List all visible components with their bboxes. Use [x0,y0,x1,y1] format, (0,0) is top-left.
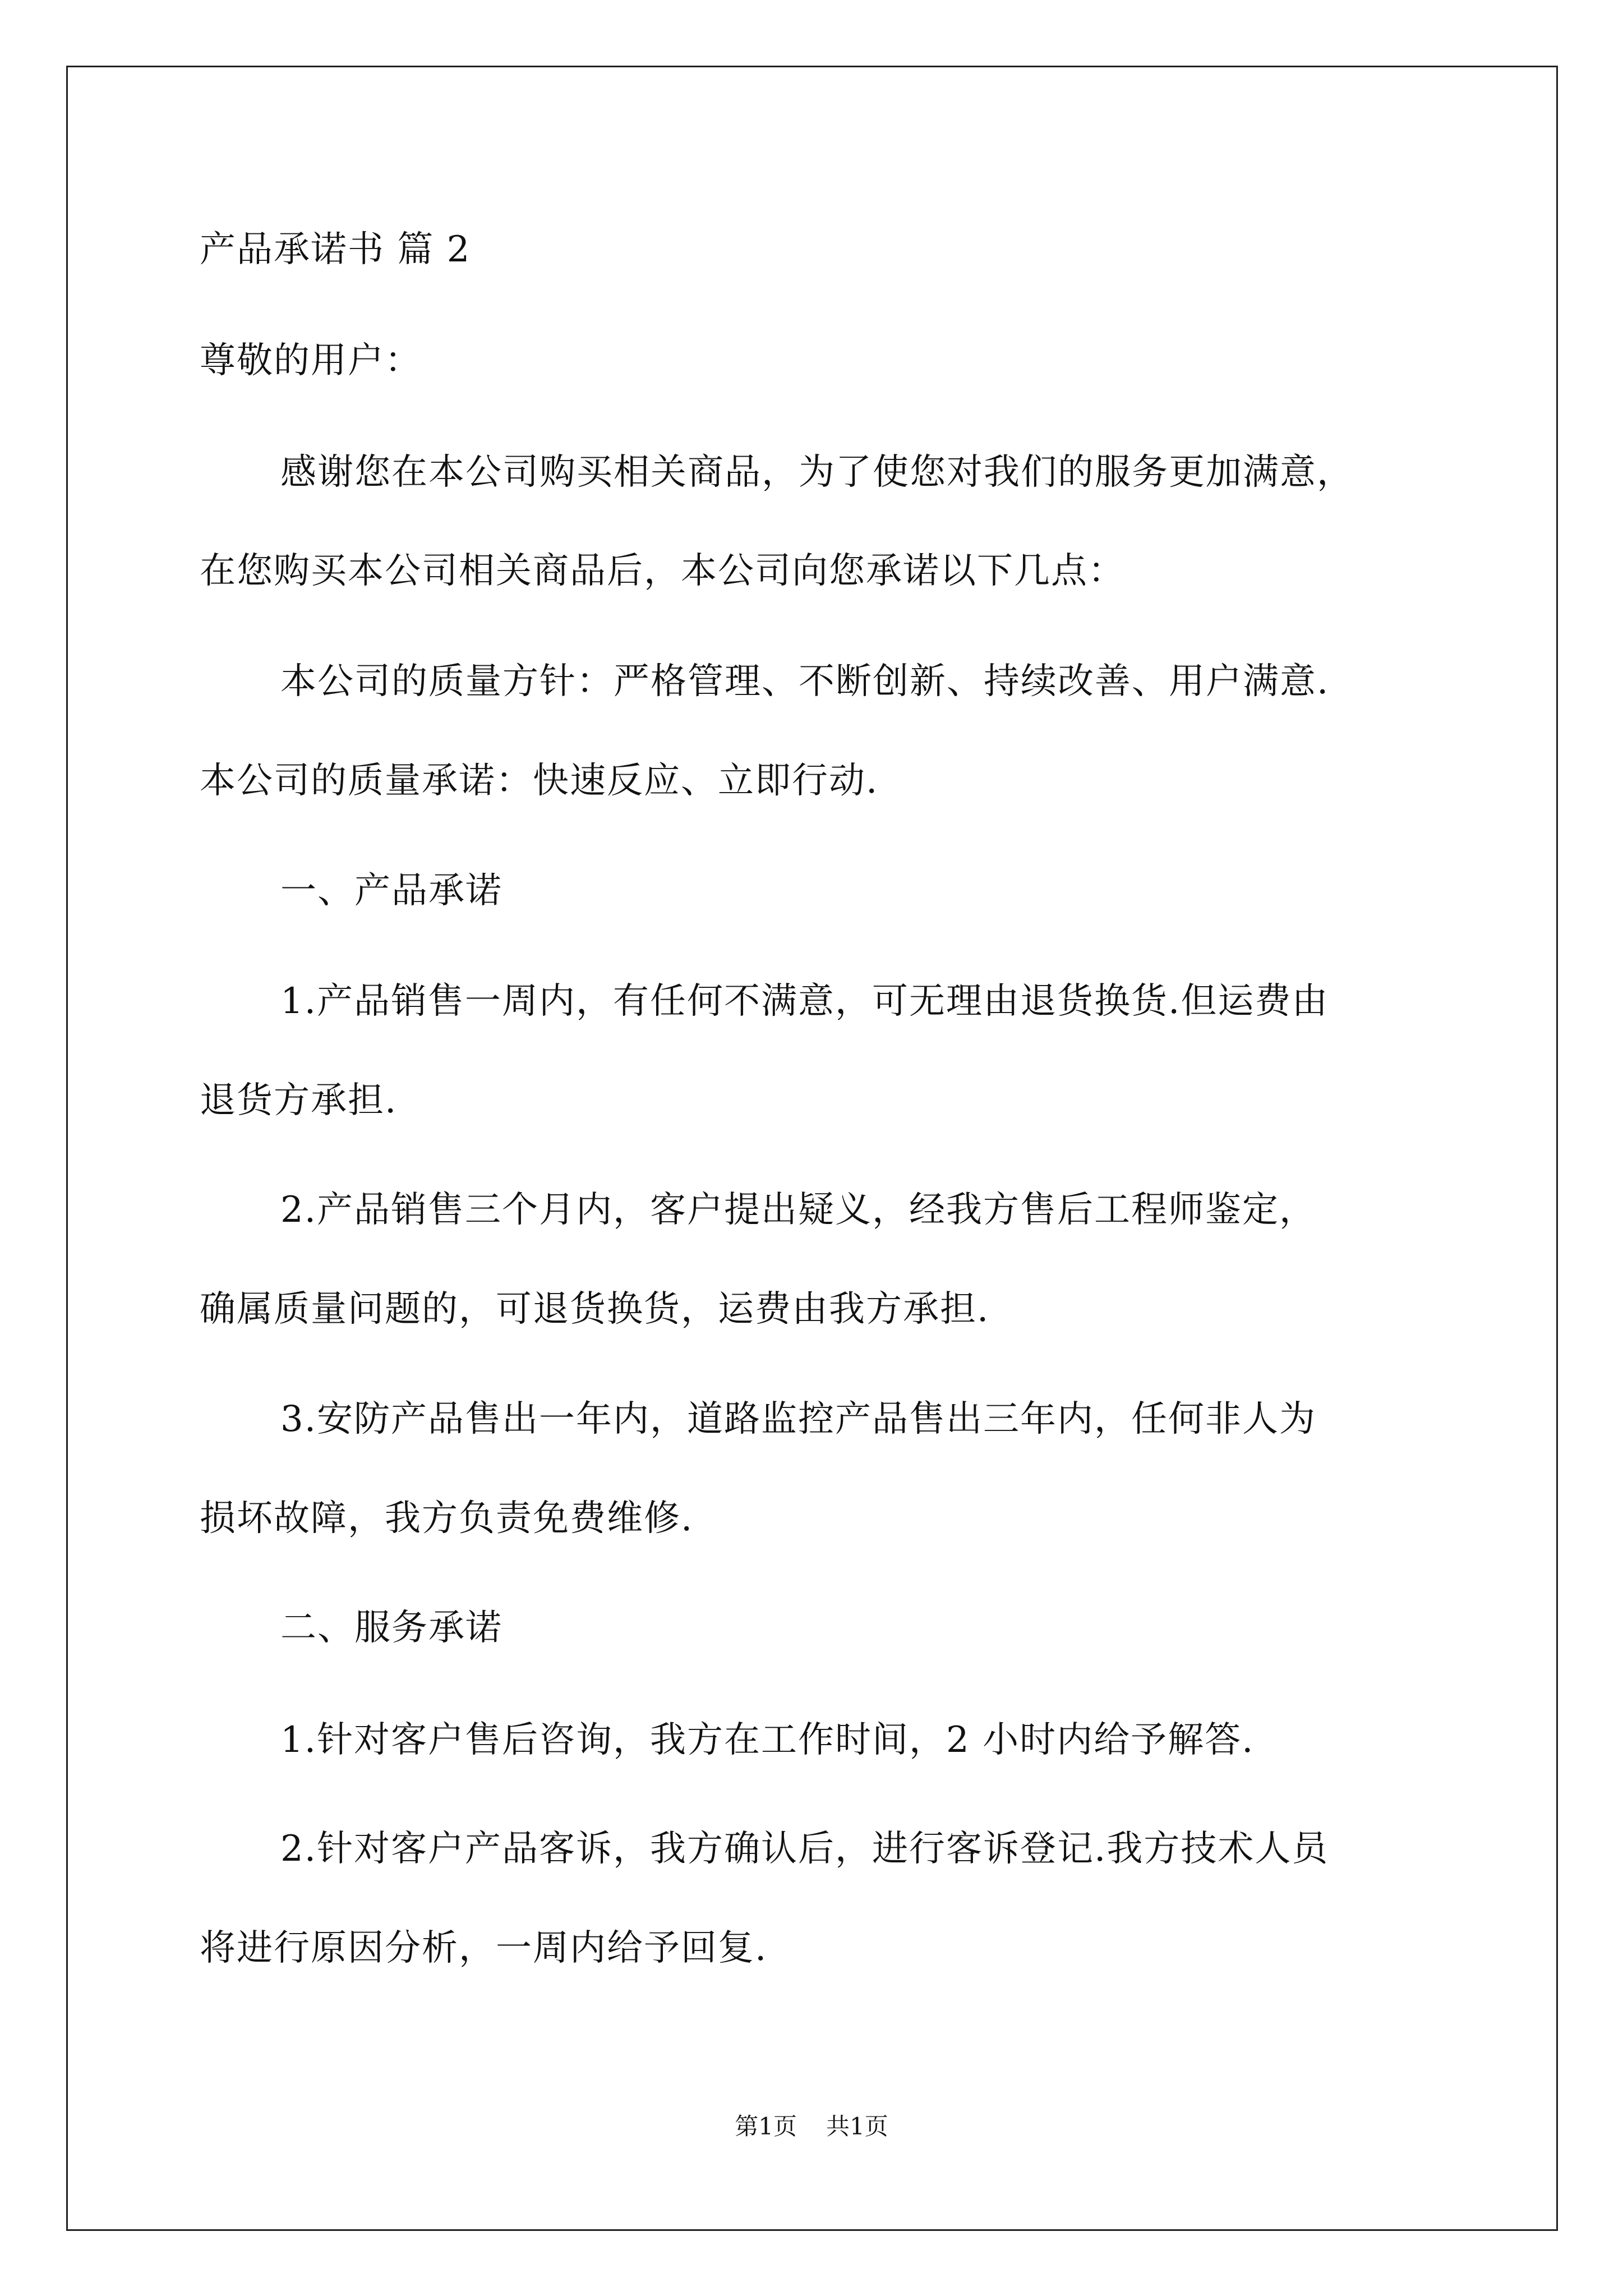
page-border [66,66,1558,2231]
paragraph-intro-line-1: 感谢您在本公司购买相关商品，为了使您对我们的服务更加满意， [280,452,1354,493]
quality-promise-line: 本公司的质量承诺：快速反应、立即行动. [200,760,879,802]
page-number-total: 共1页 [826,2113,888,2140]
service-item-1: 1.针对客户售后咨询，我方在工作时间，2 小时内给予解答. [280,1719,1255,1761]
service-item-2-line-2: 将进行原因分析，一周内给予回复. [200,1927,768,1969]
quality-policy-line: 本公司的质量方针：严格管理、不断创新、持续改善、用户满意. [280,661,1330,702]
product-item-1-line-2: 退货方承担. [200,1080,398,1121]
product-item-1-line-1: 1.产品销售一周内，有任何不满意，可无理由退货换货.但运费由 [280,981,1329,1022]
product-item-3-line-1: 3.安防产品售出一年内，道路监控产品售出三年内，任何非人为 [280,1398,1317,1440]
page-footer [0,2112,1623,2141]
paragraph-intro-line-2: 在您购买本公司相关商品后，本公司向您承诺以下几点： [200,550,1125,592]
product-item-2-line-1: 2.产品销售三个月内，客户提出疑义，经我方售后工程师鉴定， [280,1189,1317,1231]
section-heading-service: 二、服务承诺 [280,1607,502,1649]
service-item-2-line-1: 2.针对客户产品客诉，我方确认后，进行客诉登记.我方技术人员 [280,1828,1329,1870]
page-number-current: 第1页 [735,2113,797,2140]
product-item-2-line-2: 确属质量问题的，可退货换货，运费由我方承担. [200,1289,990,1330]
document-heading: 产品承诺书 篇 2 [200,229,471,270]
section-heading-product: 一、产品承诺 [280,870,502,912]
salutation: 尊敬的用户： [200,340,422,381]
product-item-3-line-2: 损坏故障，我方负责免费维修. [200,1498,694,1539]
